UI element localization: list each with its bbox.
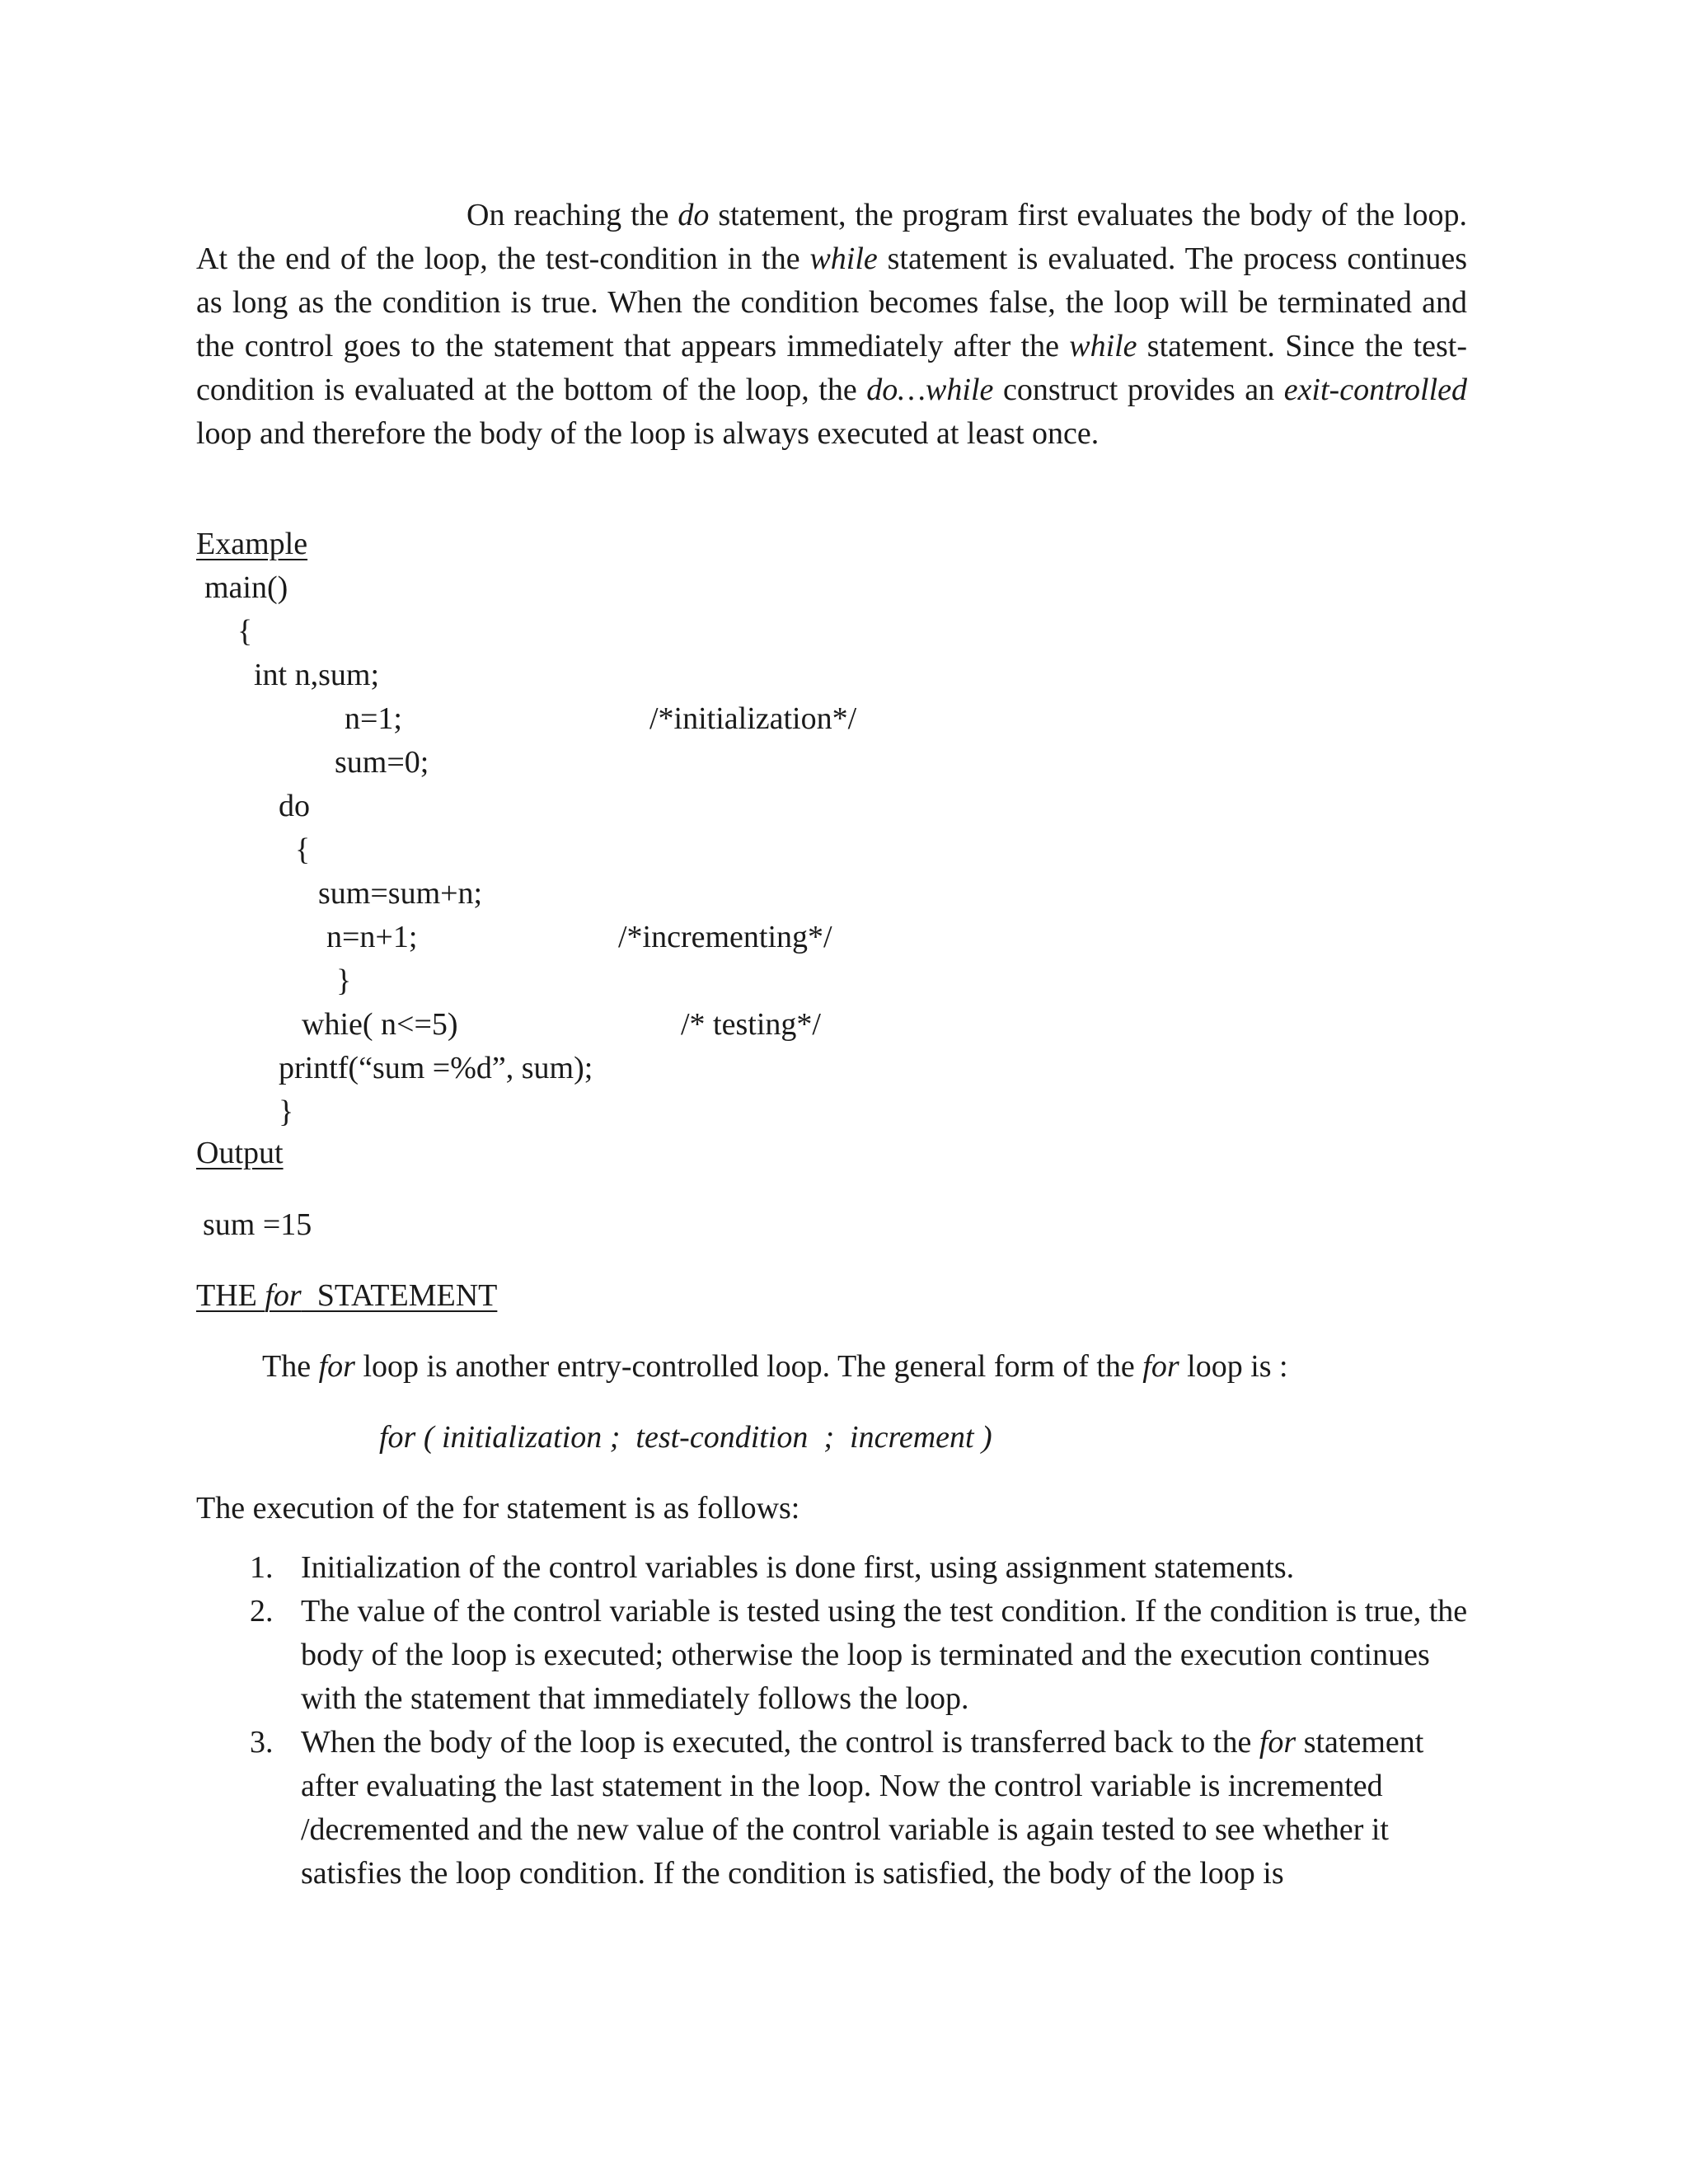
intro-text: statement, the program first evaluates the body of the loop. At the end of the loop, the test-condition in the: [196, 198, 1467, 276]
code-line-increment: n=n+1;: [326, 920, 418, 954]
intro-text: statement is evaluated. The process continues as long as the condition is true. When the condition becomes false, the loop will be terminated and the control goes to the statement that appears immediately after the: [196, 241, 1467, 363]
heading-keyword-for: for: [265, 1278, 302, 1313]
intro-text: construct provides an: [993, 373, 1284, 407]
keyword-do-while: do…while: [866, 373, 994, 407]
intro-text: On reaching the: [467, 198, 678, 232]
code-line-main: main(): [204, 570, 288, 605]
code-comment-testing: /* testing*/: [681, 1007, 821, 1042]
for-intro-text: The: [262, 1349, 319, 1384]
list-item-text: The value of the control variable is tested using the test condition. If the condition is true, the body of the loop is executed; otherwise the loop is terminated and the execution continues with the statement that immediately follows the loop.: [301, 1594, 1468, 1716]
keyword-for: for: [1259, 1725, 1296, 1760]
code-line-printf: printf(“sum =%d”, sum);: [279, 1051, 593, 1085]
execution-intro: The execution of the for statement is as follows:: [196, 1491, 800, 1526]
code-line-do-close: }: [336, 963, 352, 998]
code-line-open-brace: {: [237, 614, 253, 649]
code-line-init-n: n=1;: [345, 701, 402, 736]
code-line-decl: int n,sum;: [254, 658, 380, 692]
list-item: [196, 1546, 1475, 1590]
code-line-while: whie( n<=5): [302, 1007, 458, 1042]
list-item-text-part: When the body of the loop is executed, the control is transferred back to the: [301, 1725, 1259, 1760]
for-intro-text: loop is :: [1179, 1349, 1288, 1384]
list-item-text: [301, 1725, 1423, 1891]
list-item-number: 3.: [250, 1725, 274, 1760]
output-value: sum =15: [203, 1207, 312, 1242]
list-item-text: Initialization of the control variables is done first, using assignment statements.: [301, 1550, 1295, 1585]
code-comment-incrementing: /*incrementing*/: [618, 920, 832, 954]
for-syntax: for ( initialization ; test-condition ; increment ): [379, 1420, 992, 1455]
keyword-while: while: [1069, 329, 1137, 363]
for-intro-text: loop is another entry-controlled loop. The general form of the: [354, 1349, 1143, 1384]
keyword-for: for: [1142, 1349, 1179, 1384]
code-line-sum: sum=sum+n;: [318, 876, 483, 911]
example-heading: Example: [196, 527, 308, 561]
intro-text: statement. Since the test-condition is evaluated at the bottom of the loop, the: [196, 329, 1467, 407]
term-exit-controlled: exit-controlled: [1283, 373, 1467, 407]
heading-text: THE: [196, 1278, 265, 1313]
execution-steps-list: [196, 1546, 1482, 1896]
list-item: [196, 1590, 1475, 1721]
code-line-init-sum: sum=0;: [335, 745, 429, 780]
heading-text: STATEMENT: [301, 1278, 498, 1313]
for-intro-line: [262, 1345, 1288, 1389]
list-item-number: 2.: [250, 1594, 274, 1629]
code-comment-initialization: /*initialization*/: [649, 701, 857, 736]
keyword-while: while: [809, 241, 878, 276]
list-item-text-part: statement after evaluating the last statement in the loop. Now the control variable is incremented /decremented and the new value of the control variable is again tested to see whether it satisfies the loop condition. If the condition is satisfied, the body of the loop is: [301, 1725, 1424, 1891]
list-item: [196, 1721, 1475, 1896]
keyword-for: for: [318, 1349, 355, 1384]
code-line-do-open: {: [295, 832, 311, 867]
list-item-number: 1.: [250, 1550, 274, 1585]
code-line-close-brace: }: [279, 1094, 294, 1129]
for-statement-heading: [196, 1274, 497, 1318]
intro-text: loop and therefore the body of the loop is always executed at least once.: [196, 416, 1100, 451]
intro-paragraph: [196, 194, 1467, 456]
keyword-do: do: [678, 198, 710, 232]
code-line-do: do: [279, 789, 310, 823]
output-heading: Output: [196, 1136, 284, 1170]
